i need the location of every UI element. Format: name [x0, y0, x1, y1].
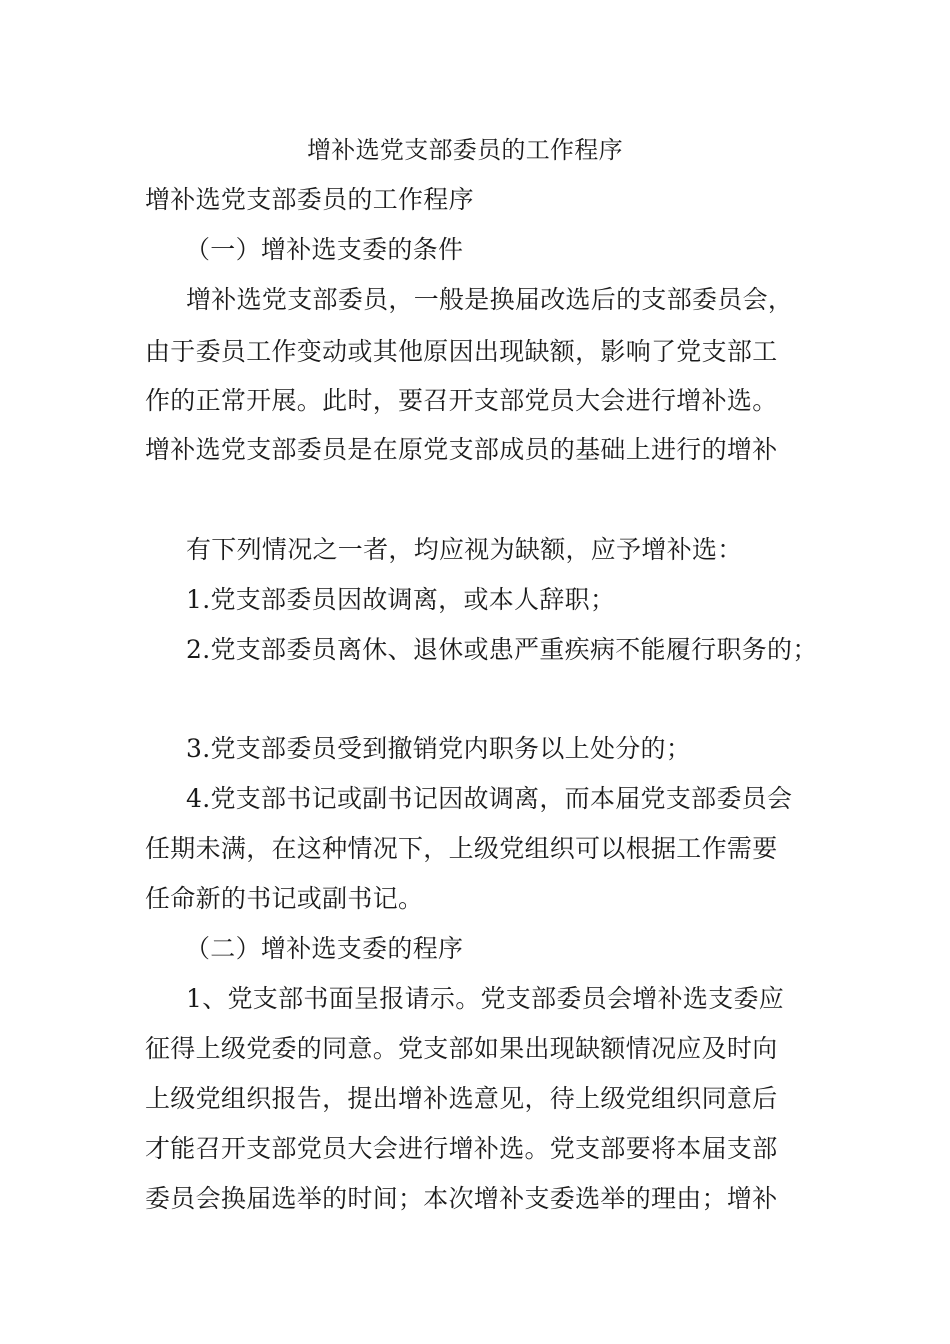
document-title: 增补选党支部委员的工作程序	[307, 136, 623, 164]
paragraph-line: 增补选党支部委员是在原党支部成员的基础上进行的增补	[145, 435, 778, 464]
paragraph-line: 由于委员工作变动或其他原因出现缺额，影响了党支部工	[145, 337, 778, 366]
paragraph-line: 1、党支部书面呈报请示。党支部委员会增补选支委应	[186, 984, 785, 1013]
paragraph-line: 增补选党支部委员，一般是换届改选后的支部委员会，	[186, 285, 794, 314]
section-heading-procedure: （二）增补选支委的程序	[185, 934, 464, 963]
list-item: 3.党支部委员受到撤销党内职务以上处分的；	[186, 734, 692, 763]
paragraph-line: 征得上级党委的同意。党支部如果出现缺额情况应及时向	[145, 1034, 778, 1063]
paragraph-line: 作的正常开展。此时，要召开支部党员大会进行增补选。	[145, 386, 778, 415]
paragraph-line: 委员会换届选举的时间；本次增补支委选举的理由；增补	[145, 1184, 778, 1213]
paragraph-line: 有下列情况之一者，均应视为缺额，应予增补选：	[186, 535, 743, 564]
list-item: 2.党支部委员离休、退休或患严重疾病不能履行职务的；	[186, 635, 818, 664]
document-subtitle: 增补选党支部委员的工作程序	[145, 185, 474, 214]
paragraph-line: 上级党组织报告，提出增补选意见，待上级党组织同意后	[145, 1084, 778, 1113]
paragraph-line: 任期未满，在这种情况下，上级党组织可以根据工作需要	[145, 834, 778, 863]
paragraph-line: 任命新的书记或副书记。	[145, 884, 424, 913]
paragraph-line: 才能召开支部党员大会进行增补选。党支部要将本届支部	[145, 1134, 778, 1163]
list-item: 1.党支部委员因故调离，或本人辞职；	[186, 585, 616, 614]
list-item: 4.党支部书记或副书记因故调离，而本届党支部委员会	[186, 784, 793, 813]
section-heading-conditions: （一）增补选支委的条件	[185, 235, 464, 264]
